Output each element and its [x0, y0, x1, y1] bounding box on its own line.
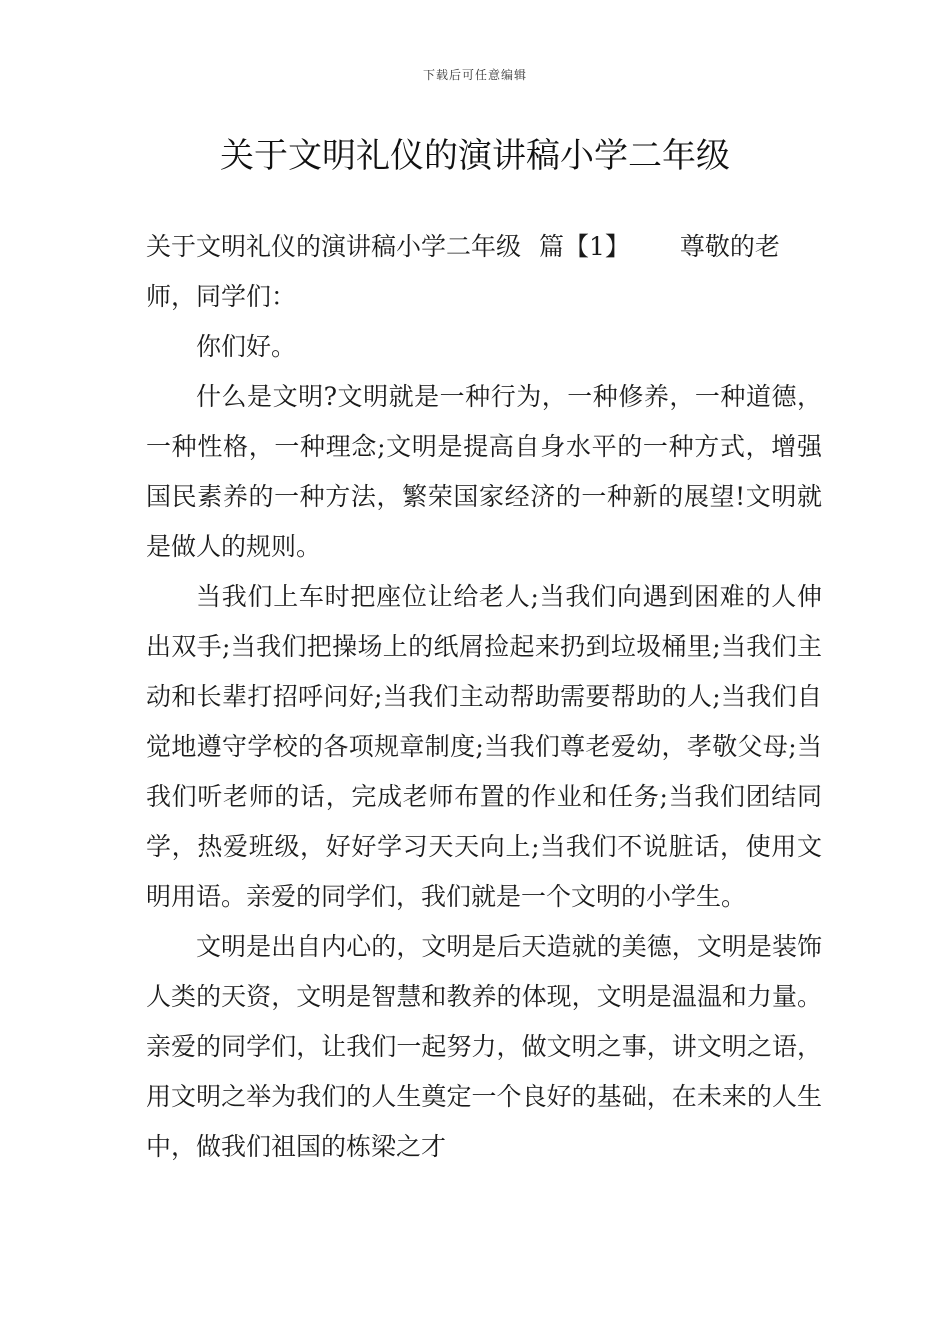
section-heading: [146, 222, 822, 322]
paragraph-closing: 文明是出自内心的，文明是后天造就的美德，文明是装饰人类的天资，文明是智慧和教养的体现，文明是温温和力量。亲爱的同学们，让我们一起努力，做文明之事，讲文明之语，用文明之举为我们的人生奠定一个良好的基础，在未来的人生中，做我们祖国的栋梁之才: [146, 932, 822, 1161]
header-note: 下载后可任意编辑: [422, 68, 527, 82]
paragraph-what-is-civility: 什么是文明?文明就是一种行为，一种修养，一种道德，一种性格，一种理念;文明是提高自身水平的一种方式，增强国民素养的一种方法，繁荣国家经济的一种新的展望!文明就是做人的规则。: [146, 382, 822, 561]
paragraph-civil-behaviors: 当我们上车时把座位让给老人;当我们向遇到困难的人伸出双手;当我们把操场上的纸屑捡起来扔到垃圾桶里;当我们主动和长辈打招呼问好;当我们主动帮助需要帮助的人;当我们自觉地遵守学校的各项规章制度;当我们尊老爱幼，孝敬父母;当我们听老师的话，完成老师布置的作业和任务;当我们团结同学，热爱班级，好好学习天天向上;当我们不说脏话，使用文明用语。亲爱的同学们，我们就是一个文明的小学生。: [146, 582, 822, 911]
document-title: 关于文明礼仪的演讲稿小学二年级: [220, 136, 730, 176]
section-part-label: 篇【1】: [539, 232, 630, 261]
salutation-start: 尊敬的老: [679, 232, 780, 261]
salutation-end: 师，同学们：: [146, 282, 297, 311]
paragraph-greeting: 你们好。: [196, 332, 297, 361]
section-heading-text: 关于文明礼仪的演讲稿小学二年级: [146, 232, 522, 261]
document-body: [146, 222, 822, 1172]
